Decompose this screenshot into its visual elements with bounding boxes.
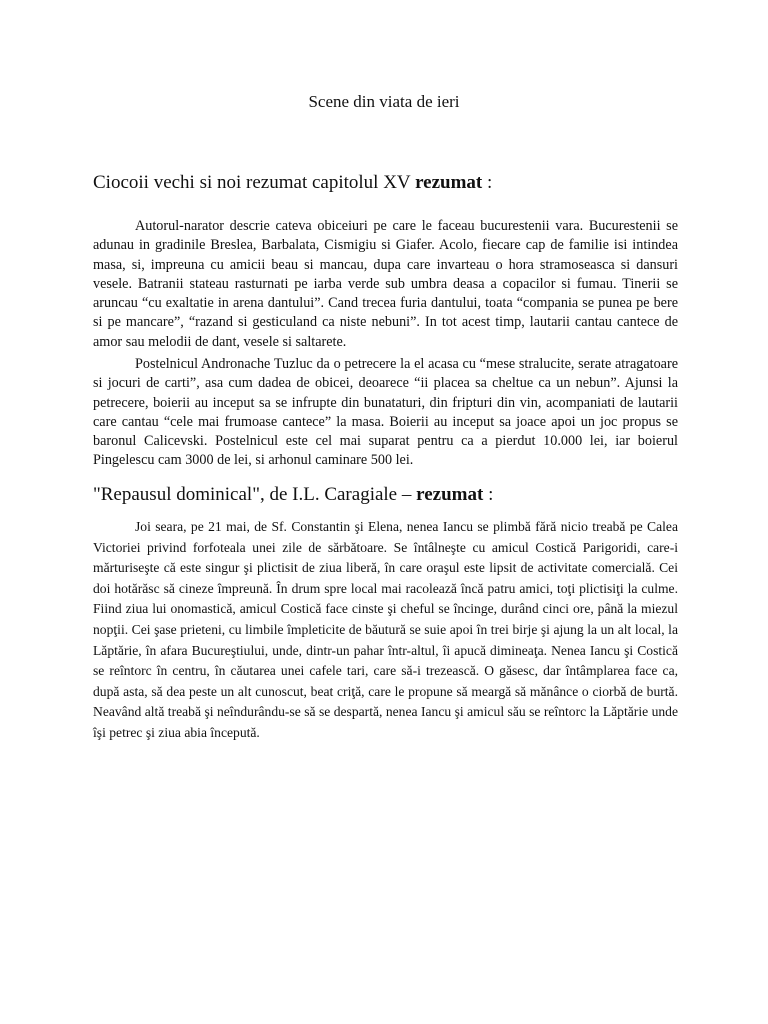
section-heading-bold: rezumat: [415, 172, 483, 193]
document-title: Scene din viata de ieri: [308, 92, 460, 111]
section-heading-repausul: [93, 484, 693, 506]
section-heading-ciocoii: [93, 172, 693, 194]
section-heading-text: Ciocoii vechi si noi rezumat capitolul XV: [93, 172, 416, 193]
section-heading-text: "Repausul dominical", de I.L. Caragiale –: [93, 484, 417, 505]
paragraph-ciocoii-2: Postelnicul Andronache Tuzluc da o petrecere la el acasa cu “mese stralucite, serate atragatoare si jocuri de carti”, asa cum dadea de obicei, deoarece “ii placea sa cheltue ca un nebun”. Ajunsi la petrecere, boierii au inceput sa se infrupte din bunataturi, din fripturi din vin, acompaniati de lautarii care cantau “cele mai frumoase cantece” la masa. Boierii au inceput sa joace apoi un joc propus se baronul Calicevski. Postelnicul este cel mai suparat pentru ca a pierdut 10.000 lei, iar boierul Pingelescu cam 3000 de lei, si arhonul caminare 500 lei.: [93, 356, 678, 469]
section-heading-suffix: :: [482, 172, 493, 193]
section-heading-bold: rezumat: [416, 484, 484, 505]
paragraph-ciocoii-1: Autorul-narator descrie cateva obiceiuri pe care le faceau bucurestenii vara. Bucurestenii se adunau in gradinile Breslea, Barbalata, Cismigiu si Giafer. Acolo, fiecare cap de familie isi intindea masa, si, impreuna cu amicii beau si mancau, dupa care invarteau o hora stramoseasca si dansuri vesele. Batranii stateau rasturnati pe iarba verde sub umbra deasa a copacilor si fumau. Tinerii se aruncau “cu exaltatie in arena dantului”. Cand trecea furia dantului, toata “compania se punea pe bere si pe mancare”, “razand si gesticuland ca niste nebuni”. In tot acest timp, lautarii cantau cantece de amor sau melodii de dant, vesele si saltarete.: [93, 218, 678, 350]
section-heading-suffix: :: [483, 484, 494, 505]
paragraph-repausul-1: Joi seara, pe 21 mai, de Sf. Constantin şi Elena, nenea Iancu se plimbă fără nicio treabă pe Calea Victoriei privind forfoteala unei zile de sărbătoare. Se întâlneşte cu amicul Costică Parigoridi, care-i mărturiseşte că este singur şi plictisit de ziua liberă, în care oraşul este lipsit de activitate comercială. Cei doi hotărăsc să cineze împreună. În drum spre local mai racolează încă patru amici, toţi plictisiţi la culme. Fiind ziua lui onomastică, amicul Costică face cinste şi cheful se încinge, durând cinci ore, până la miezul nopţii. Cei şase prieteni, cu limbile împleticite de băutură se suie apoi în trei birje şi ajung la un alt local, la Lăptărie, în afara Bucureştiului, unde, dintr-un pahar într-altul, îi apucă dimineaţa. Nenea Iancu şi Costică se reîntorc în centru, în căutarea unei cafele tari, care să-i trezească. O găsesc, dar întâmplarea face ca, după asta, să dea peste un alt cunoscut, beat criţă, care le propune să meargă să mănânce o ciorbă de burtă. Neavând altă treabă şi neîndurându-se să se despartă, nenea Iancu şi amicul său se reîntorc la Lăptărie unde îşi petrec şi ziua abia începută.: [93, 519, 678, 740]
